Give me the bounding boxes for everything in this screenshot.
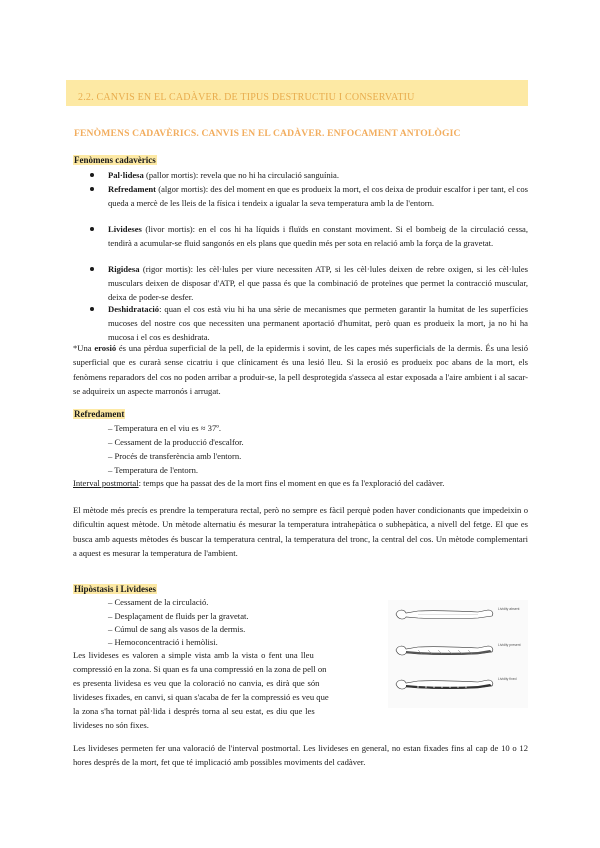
list-item: – Temperatura de l'entorn. bbox=[108, 465, 199, 475]
item-term: Livideses bbox=[108, 224, 142, 234]
item-term: Refredament bbox=[108, 184, 157, 194]
note-term: erosió bbox=[94, 343, 117, 353]
bullet-icon bbox=[90, 227, 94, 231]
item-text: : quan el cos està viu hi ha una sèrie de mecanismes que permeten garantir la humitat de les superfícies mucoses del nostre cos que necessiten una permanent aportació d'humitat, però quan es produeix la mort, ja no hi ha mucosa i el cos es deshidrata. bbox=[108, 304, 528, 343]
list-item: – Procés de transferència amb l'entorn. bbox=[108, 451, 242, 461]
lividity-line: Les livideses es valoren a simple vista amb la vista o fent una lleu bbox=[73, 650, 314, 660]
bullet-icon bbox=[90, 267, 94, 271]
interval-label: Interval postmortal bbox=[73, 478, 139, 488]
list-item bbox=[108, 168, 528, 182]
heading-fenomens: Fenòmens cadavèrics bbox=[74, 155, 156, 165]
lividity-line: compressió en la zona. Si quan es fa una compressió en la zona de pell on bbox=[73, 664, 327, 674]
final-paragraph: Les livideses permeten fer una valoració de l'interval postmortal. Les livideses en general, no estan fixades fins al cap de 10 o 12 hores després de la mort, fet que té implicació amb possibles moviments del cadàver. bbox=[73, 743, 528, 768]
bullet-icon bbox=[90, 173, 94, 177]
interval-text: : temps que ha passat des de la mort fins el moment en que es fa l'exploració del cadàver. bbox=[138, 478, 445, 488]
section-title: 2.2. CANVIS EN EL CADÀVER. DE TIPUS DESTRUCTIU I CONSERVATIU bbox=[78, 92, 415, 103]
lividity-line: livideses no són fixes. bbox=[73, 720, 149, 730]
figure-caption: Lividity fixed bbox=[498, 677, 517, 681]
item-text: (rigor mortis): les cèl·lules per viure necessiten ATP, si les cèl·lules deixen de rebre oxigen, si les cèl·lules musculars deixen de disposar d'ATP, el que passa és que la combinació de proteïnes que permet la contracció muscular, deixa de poder-se desfer. bbox=[108, 264, 528, 303]
item-term: Rigidesa bbox=[108, 264, 140, 274]
note-prefix: *Una bbox=[73, 343, 95, 353]
list-item: – Temperatura en el viu es ≈ 37º. bbox=[108, 423, 222, 433]
figure-caption: Lividity absent bbox=[498, 607, 520, 611]
note-text: és una pèrdua superficial de la pell, de la epidermis i sovint, de les capes més superficials de la dermis. És una lesió superficial que es curarà sense cicatriu i que clínicament és una lesió lleu. Si la erosió es produeix poc abans de la mort, els fenòmens reparadors del cos no poden arribar a produir-se, la pell desprotegida s'asseca al estar exposada a l'aire ambient i al sacar-se adquireix un aspecte marronós i arrugat. bbox=[73, 343, 528, 397]
heading-hipostasis: Hipòstasis i Livideses bbox=[74, 584, 157, 594]
list-item: – Cúmul de sang als vasos de la dermis. bbox=[108, 624, 246, 634]
bullet-icon bbox=[90, 307, 94, 311]
bullet-icon bbox=[90, 187, 94, 191]
item-text: (livor mortis): en el cos hi ha líquids i fluïds en constant moviment. Si el bombeig de la circulació cessa, tendirà a acumular-se fluid sangonós en els plans que quedin més per sota en relació amb la força de la gravetat. bbox=[108, 224, 528, 249]
list-item bbox=[108, 302, 528, 345]
heading-refredament: Refredament bbox=[74, 409, 125, 419]
list-item: – Hemoconcentració i hemòlisi. bbox=[108, 637, 218, 647]
list-item: – Cessament de la producció d'escalfor. bbox=[108, 437, 244, 447]
section-banner bbox=[66, 80, 528, 106]
list-item bbox=[108, 222, 528, 250]
item-text: (algor mortis): des del moment en que es produeix la mort, el cos deixa de produir escalfor i per tant, el cos queda a mercè de les lleis de la física i tendeix a igualar la seva temperatura amb la de l'entorn. bbox=[108, 184, 528, 209]
lividity-line: livideses fixades, en canvi, si quan s'acaba de fer la compressió es veu que bbox=[73, 692, 329, 702]
lividity-figure bbox=[388, 600, 528, 708]
list-item: – Desplaçament de fluids per la gravetat. bbox=[108, 611, 249, 621]
item-text: (pallor mortis): revela que no hi ha circulació sanguínia. bbox=[143, 170, 340, 180]
list-item bbox=[108, 182, 528, 210]
section-subtitle: FENÒMENS CADAVÈRICS. CANVIS EN EL CADÀVER. ENFOCAMENT ANTOLÒGIC bbox=[74, 128, 461, 139]
lividity-line: es presenta lividesa es veu que la coloració no canvia, es dirà que són bbox=[73, 678, 320, 688]
list-item bbox=[108, 262, 528, 305]
lividity-line: la zona s'ha tornat pàl·lida i després torna al seu estat, es diu que les bbox=[73, 706, 315, 716]
item-term: Deshidratació bbox=[108, 304, 160, 314]
interval-definition bbox=[73, 478, 444, 488]
list-item: – Cessament de la circulació. bbox=[108, 597, 209, 607]
figure-caption: Lividity present bbox=[498, 643, 521, 647]
erosion-note bbox=[73, 341, 528, 399]
item-term: Pal·lidesa bbox=[108, 170, 144, 180]
method-paragraph: El mètode més precís es prendre la temperatura rectal, però no sempre es fàcil perquè poden haver condicionants que impedeixin o dificultin aquest mètode. Un mètode alternatiu és mesurar la temperatura intrahepàtica o subhepàtica, a nivell del fetge. El que es busca amb aquests mètodes és buscar la temperatura central, la temperatura del tronc, la central del cos. Un mètode complementari a aquest es mesurar la temperatura de l'ambient. bbox=[73, 505, 528, 559]
